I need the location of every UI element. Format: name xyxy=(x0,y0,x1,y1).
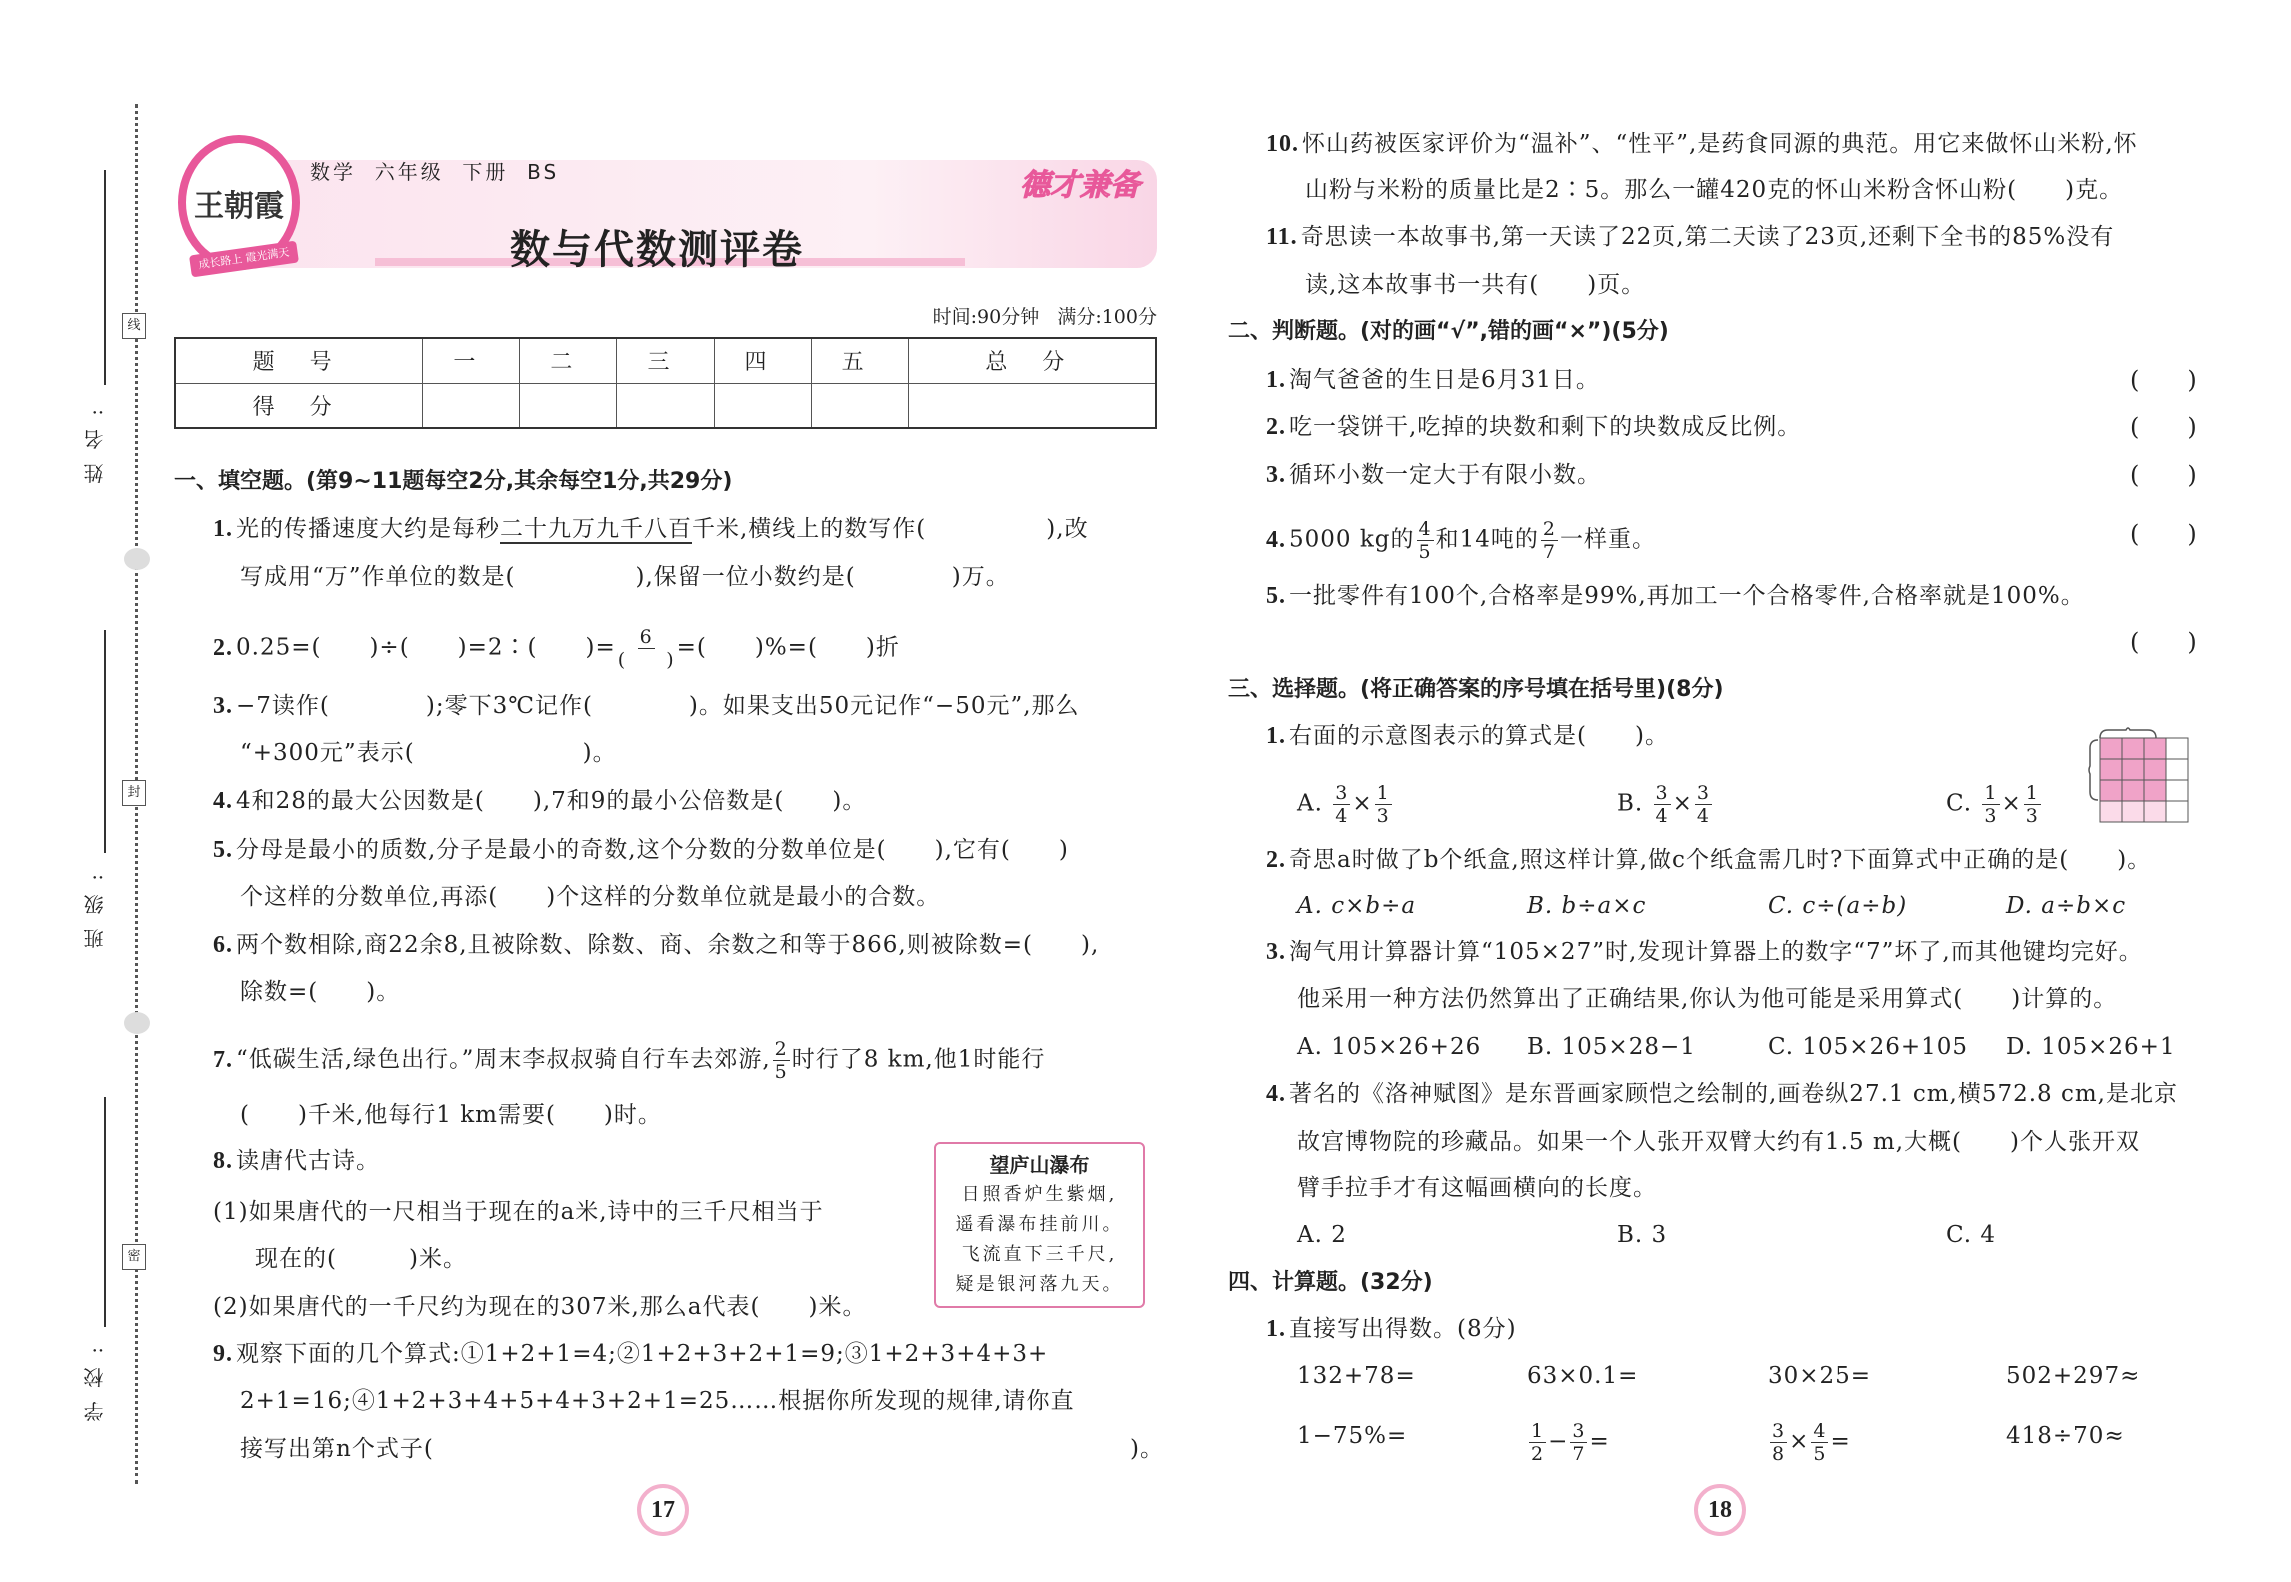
text-segment: 5 xyxy=(1418,541,1432,563)
text-segment: 4 xyxy=(1696,805,1710,827)
text-segment: = xyxy=(1830,1428,1851,1455)
table-header: 一 xyxy=(423,338,520,383)
page-number: 18 xyxy=(1694,1484,1746,1536)
fraction xyxy=(1541,518,1558,563)
text-segment: 观察下面的几个算式:①1+2+1=4;②1+2+3+2+1=9;③1+2+3+4+3+ xyxy=(236,1341,1049,1367)
text-segment: 一样重。 xyxy=(1559,526,1656,553)
text-segment: 1 xyxy=(1531,1420,1545,1442)
score-cell[interactable] xyxy=(714,383,811,428)
text-segment: 3 xyxy=(1696,782,1710,804)
answer-bracket[interactable]: ( ) xyxy=(2130,628,2197,656)
question-6 xyxy=(213,929,1099,961)
table-header: 五 xyxy=(811,338,908,383)
judge-item xyxy=(1266,459,1601,491)
grid-cell xyxy=(2100,801,2122,822)
question-10 xyxy=(1266,128,2138,160)
answer-bracket[interactable]: ( ) xyxy=(2130,520,2197,548)
text-segment: 循环小数一定大于有限小数。 xyxy=(1289,462,1601,488)
text-segment: 1. xyxy=(1266,367,1286,393)
table-row xyxy=(175,383,1156,428)
fraction xyxy=(618,626,675,671)
text-segment: 3 xyxy=(1572,1420,1586,1442)
table-header: 总 分 xyxy=(908,338,1156,383)
text-segment: −7读作( );零下3℃记作( )。如果支出50元记作“−50元”,那么 xyxy=(236,693,1080,719)
text-segment: 2 xyxy=(774,1038,788,1060)
question-8-part-2: (2)如果唐代的一千尺约为现在的307米,那么a代表( )米。 xyxy=(213,1294,867,1320)
option-a xyxy=(1297,782,1394,827)
calc-item: 30×25= xyxy=(1768,1363,1872,1389)
text-segment: 3. xyxy=(1266,462,1286,488)
table-header: 四 xyxy=(714,338,811,383)
seal-box-line: 线 xyxy=(122,313,146,339)
grid-cell xyxy=(2144,780,2166,801)
school-label: 学校: xyxy=(83,1333,107,1422)
text-segment: A. xyxy=(1297,790,1323,817)
text-segment: 6 xyxy=(639,626,653,648)
text-segment: 淘气用计算器计算“105×27”时,发现计算器上的数字“7”坏了,而其他键均完好。 xyxy=(1289,939,2143,965)
fraction xyxy=(1654,782,1671,827)
text-segment: 直接写出得数。(8分) xyxy=(1289,1316,1517,1342)
calc-item xyxy=(1768,1420,1851,1465)
text-segment: 3. xyxy=(213,693,233,719)
score-cell[interactable] xyxy=(423,383,520,428)
text-segment: 9. xyxy=(213,1341,233,1367)
text-segment: × xyxy=(1789,1428,1810,1455)
table-header: 二 xyxy=(520,338,617,383)
text-segment: 2. xyxy=(1266,847,1286,873)
question-6-cont: 除数=( )。 xyxy=(240,979,401,1005)
text-segment: 10. xyxy=(1266,131,1299,157)
text-segment: 4. xyxy=(1266,526,1286,553)
text-segment: 1 xyxy=(1984,782,1998,804)
score-cell[interactable] xyxy=(520,383,617,428)
text-segment: 0.25=( )÷( )=2∶( )= xyxy=(236,634,616,661)
answer-bracket[interactable]: ( ) xyxy=(2130,413,2197,441)
grid-cell xyxy=(2122,801,2144,822)
text-segment xyxy=(175,338,1156,428)
calc-item: 1−75%= xyxy=(1297,1423,1408,1449)
option-a[interactable]: A. 105×26+26 xyxy=(1297,1034,1482,1060)
judge-item xyxy=(1266,580,2085,612)
choice-question-3-cont: 他采用一种方法仍然算出了正确结果,你认为他可能是采用算式( )计算的。 xyxy=(1297,986,2118,1012)
option-a[interactable]: A. 2 xyxy=(1297,1222,1347,1248)
calc-item: 418÷70≈ xyxy=(2006,1423,2125,1449)
name-label: 姓名: xyxy=(83,395,107,484)
text-segment: 2 xyxy=(1542,518,1556,540)
judge-item xyxy=(1266,411,1801,443)
calc-item: 63×0.1= xyxy=(1527,1363,1639,1389)
question-1 xyxy=(213,513,1089,545)
fraction xyxy=(773,1038,790,1083)
fraction xyxy=(1982,782,1999,827)
text-segment: 4 xyxy=(1655,805,1669,827)
grid-cell xyxy=(2100,759,2122,780)
calc-item: 132+78= xyxy=(1297,1363,1416,1389)
question-5-cont: 个这样的分数单位,再添( )个这样的分数单位就是最小的合数。 xyxy=(240,884,941,910)
text-segment: 11. xyxy=(1266,224,1298,250)
text-segment: 千米,横线上的数写作( ),改 xyxy=(692,516,1089,542)
score-table xyxy=(174,337,1157,429)
grid-cell xyxy=(2144,759,2166,780)
grid-cell xyxy=(2166,738,2188,759)
text-segment: 8 xyxy=(1772,1443,1786,1465)
text-segment: 4. xyxy=(1266,1081,1286,1107)
section-heading: 二、判断题。(对的画“√”,错的画“×”)(5分) xyxy=(1228,319,1669,344)
seal-box-seal: 封 xyxy=(122,780,146,806)
table-header: 三 xyxy=(617,338,714,383)
calc-item: 502+297≈ xyxy=(2006,1363,2141,1389)
text-segment: 3 xyxy=(1655,782,1669,804)
text-segment: 3 xyxy=(1772,1420,1786,1442)
text-segment: 著名的《洛神赋图》是东晋画家顾恺之绘制的,画卷纵27.1 cm,横572.8 cm,是北京 xyxy=(1289,1081,2178,1107)
text-segment: × xyxy=(2001,790,2022,817)
fraction xyxy=(1695,782,1712,827)
text-segment: 4 xyxy=(1418,518,1432,540)
choice-question-1 xyxy=(1266,720,1669,752)
text-segment: 2. xyxy=(1266,414,1286,440)
text-segment: 5. xyxy=(213,837,233,863)
poem-title: 望庐山瀑布 xyxy=(989,1153,1090,1177)
text-segment: “低碳生活,绿色出行。”周末李叔叔骑自行车去郊游, xyxy=(236,1046,771,1073)
text-segment: 3 xyxy=(1335,782,1349,804)
text-segment: 4和28的最大公因数是( ),7和9的最小公倍数是( )。 xyxy=(236,788,867,814)
text-segment: 和14吨的 xyxy=(1435,526,1539,553)
question-5 xyxy=(213,834,1069,866)
question-4 xyxy=(213,785,866,817)
choice-question-4-cont: 臂手拉手才有这幅画横向的长度。 xyxy=(1297,1175,1657,1201)
judge-item xyxy=(1266,518,1656,563)
grid-cell xyxy=(2100,780,2122,801)
text-segment: 2 xyxy=(1531,1443,1545,1465)
score-cell[interactable] xyxy=(811,383,908,428)
text-segment: 8. xyxy=(213,1148,233,1174)
grid-cell xyxy=(2166,801,2188,822)
text-segment xyxy=(2100,738,2188,822)
fraction xyxy=(1375,782,1392,827)
poem-line: 遥看瀑布挂前川。 xyxy=(955,1214,1124,1235)
text-segment: 3 xyxy=(1984,805,1998,827)
text-segment: 1. xyxy=(213,516,233,542)
text-segment: 3. xyxy=(1266,939,1286,965)
motto-badge: 德才兼备 xyxy=(1020,168,1140,203)
question-1-cont: 写成用“万”作单位的数是( ),保留一位小数约是( )万。 xyxy=(240,564,1010,590)
grid-cell xyxy=(2122,738,2144,759)
text-segment: 1. xyxy=(1266,723,1286,749)
text-segment: 光的传播速度大约是每秒 xyxy=(236,516,500,542)
text-segment: 淘气爸爸的生日是6月31日。 xyxy=(1289,367,1600,393)
seal-box-secret: 密 xyxy=(122,1244,146,1270)
option-b[interactable]: B. 3 xyxy=(1617,1222,1668,1248)
section-heading: 四、计算题。(32分) xyxy=(1228,1270,1433,1295)
calc-item xyxy=(1527,1420,1610,1465)
brand-logo: 王朝霞 xyxy=(178,135,300,270)
poem-line: 日照香炉生紫烟, xyxy=(961,1184,1118,1205)
text-segment: 二十九万九千八百 xyxy=(500,516,692,542)
subject-info: 数学 六年级 下册 BS xyxy=(310,160,560,184)
time-score-info: 时间:90分钟 满分:100分 xyxy=(932,306,1157,328)
text-segment: C. xyxy=(1946,790,1973,817)
grid-cell xyxy=(2122,759,2144,780)
question-8-part-1: (1)如果唐代的一尺相当于现在的a米,诗中的三千尺相当于 xyxy=(213,1199,824,1225)
grid-cell xyxy=(2144,801,2166,822)
poem-box xyxy=(934,1142,1145,1308)
text-segment: 右面的示意图表示的算式是( )。 xyxy=(1289,723,1669,749)
text-segment: 5. xyxy=(1266,583,1286,609)
option-c xyxy=(1946,782,2043,827)
question-9-cont: 2+1=16;④1+2+3+4+5+4+3+2+1=25……根据你所发现的规律,请你直 xyxy=(240,1388,1075,1414)
option-b[interactable]: B. b÷a×c xyxy=(1527,893,1647,919)
grid-cell xyxy=(2144,738,2166,759)
fraction xyxy=(1570,1420,1587,1465)
choice-question-3 xyxy=(1266,936,2143,968)
text-segment: 怀山药被医家评价为“温补”、“性平”,是药食同源的典范。用它来做怀山米粉,怀 xyxy=(1302,131,2138,157)
text-segment: × xyxy=(1352,790,1373,817)
table-row xyxy=(175,338,1156,383)
text-segment: 4 xyxy=(1813,1420,1827,1442)
text-segment: 分母是最小的质数,分子是最小的奇数,这个分数的分数单位是( ),它有( ) xyxy=(236,837,1069,863)
text-segment: 一批零件有100个,合格率是99%,再加工一个合格零件,合格率就是100%。 xyxy=(1289,583,2085,609)
top-brace xyxy=(2100,728,2156,738)
choice-question-2 xyxy=(1266,844,2151,876)
judge-item xyxy=(1266,364,1600,396)
poem-line: 飞流直下三千尺, xyxy=(961,1244,1118,1265)
option-d[interactable]: D. 105×26+1 xyxy=(2006,1034,2176,1060)
school-field-line[interactable] xyxy=(104,1097,106,1327)
question-7 xyxy=(213,1038,1045,1083)
choice-question-4-cont: 故宫博物院的珍藏品。如果一个人张开双臂大约有1.5 m,大概( )个人张开双 xyxy=(1297,1129,2140,1155)
text-segment: 7 xyxy=(1572,1443,1586,1465)
text-segment: 6. xyxy=(213,932,233,958)
question-11-cont: 读,这本故事书一共有( )页。 xyxy=(1305,272,1646,298)
text-segment: 1 xyxy=(2025,782,2039,804)
text-segment: 7 xyxy=(1542,541,1556,563)
answer-bracket[interactable]: ( ) xyxy=(2130,461,2197,489)
option-c[interactable]: C. 105×26+105 xyxy=(1768,1034,1969,1060)
row-label: 得 分 xyxy=(175,383,423,428)
text-segment: 吃一袋饼干,吃掉的块数和剩下的块数成反比例。 xyxy=(1289,414,1802,440)
score-cell[interactable] xyxy=(908,383,1156,428)
text-segment: 1. xyxy=(1266,1316,1286,1342)
text-segment: 7. xyxy=(213,1046,233,1073)
fraction xyxy=(1333,782,1350,827)
text-segment: 2. xyxy=(213,634,233,661)
text-segment: × xyxy=(1672,790,1693,817)
text-segment: 5000 kg的 xyxy=(1289,526,1415,553)
text-segment: 奇思a时做了b个纸盒,照这样计算,做c个纸盒需几时?下面算式中正确的是( )。 xyxy=(1289,847,2152,873)
answer-bracket[interactable]: ( ) xyxy=(2130,366,2197,394)
option-c[interactable]: C. c÷(a÷b) xyxy=(1768,893,1908,919)
calc-question-1 xyxy=(1266,1313,1517,1345)
class-label: 班级: xyxy=(83,860,107,949)
question-8 xyxy=(213,1145,380,1177)
text-segment: 两个数相除,商22余8,且被除数、除数、商、余数之和等于866,则被除数=( ), xyxy=(236,932,1100,958)
text-segment: 5 xyxy=(774,1061,788,1083)
text-segment: 5 xyxy=(1813,1443,1827,1465)
section-heading: 三、选择题。(将正确答案的序号填在括号里)(8分) xyxy=(1228,677,1724,702)
text-segment: ( ) xyxy=(617,649,675,671)
text-segment: =( )%=( )折 xyxy=(676,634,900,661)
score-cell[interactable] xyxy=(617,383,714,428)
grid-cell xyxy=(2166,780,2188,801)
text-segment: 3 xyxy=(2025,805,2039,827)
option-c[interactable]: C. 4 xyxy=(1946,1222,1997,1248)
question-3-cont: “+300元”表示( )。 xyxy=(240,740,617,766)
class-field-line[interactable] xyxy=(104,630,106,853)
text-segment: 奇思读一本故事书,第一天读了22页,第二天读了23页,还剩下全书的85%没有 xyxy=(1300,224,2115,250)
page-title: 数与代数测评卷 xyxy=(510,227,804,273)
question-7-cont: ( )千米,他每行1 km需要( )时。 xyxy=(240,1102,662,1128)
text-segment: − xyxy=(1548,1428,1569,1455)
grid-cell xyxy=(2100,738,2122,759)
option-b[interactable]: B. 105×28−1 xyxy=(1527,1034,1696,1060)
fraction xyxy=(1811,1420,1828,1465)
question-8-part-1-cont: 现在的( )米。 xyxy=(255,1246,467,1272)
text-segment: 1 xyxy=(1376,782,1390,804)
grid-cell xyxy=(2122,780,2144,801)
option-d[interactable]: D. a÷b×c xyxy=(2006,893,2127,919)
table-header: 题 号 xyxy=(175,338,423,383)
text-segment: 3 xyxy=(1376,805,1390,827)
question-9-cont: 接写出第n个式子( xyxy=(240,1436,434,1462)
fraction xyxy=(1417,518,1434,563)
binding-hole-icon xyxy=(124,548,150,570)
question-10-cont: 山粉与米粉的质量比是2∶5。那么一罐420克的怀山米粉含怀山粉( )克。 xyxy=(1305,177,2124,203)
name-field-line[interactable] xyxy=(104,170,106,385)
fraction xyxy=(1529,1420,1546,1465)
section-heading: 一、填空题。(第9~11题每空2分,其余每空1分,共29分) xyxy=(174,469,733,494)
question-2 xyxy=(213,626,900,671)
text-segment: 读唐代古诗。 xyxy=(236,1148,380,1174)
question-9 xyxy=(213,1338,1048,1370)
poem-line: 疑是银河落九天。 xyxy=(955,1274,1124,1295)
fraction-grid-figure xyxy=(2088,726,2192,828)
page-number: 17 xyxy=(637,1484,689,1536)
text-segment: 时行了8 km,他1时能行 xyxy=(791,1046,1046,1073)
text-segment: 4 xyxy=(1335,805,1349,827)
binding-hole-icon xyxy=(124,1012,150,1034)
fraction xyxy=(1770,1420,1787,1465)
choice-question-4 xyxy=(1266,1078,2178,1110)
text-segment: B. xyxy=(1617,790,1644,817)
option-b xyxy=(1617,782,1714,827)
logo-ribbon: 成长路上 霞光满天 xyxy=(189,241,299,278)
text-segment: = xyxy=(1589,1428,1610,1455)
question-3 xyxy=(213,690,1080,722)
left-brace xyxy=(2089,740,2098,800)
option-a[interactable]: A. c×b÷a xyxy=(1297,893,1417,919)
question-9-close: )。 xyxy=(1130,1436,1164,1462)
grid-cell xyxy=(2166,759,2188,780)
question-11 xyxy=(1266,221,2114,253)
text-segment: 4. xyxy=(213,788,233,814)
fraction xyxy=(2024,782,2041,827)
